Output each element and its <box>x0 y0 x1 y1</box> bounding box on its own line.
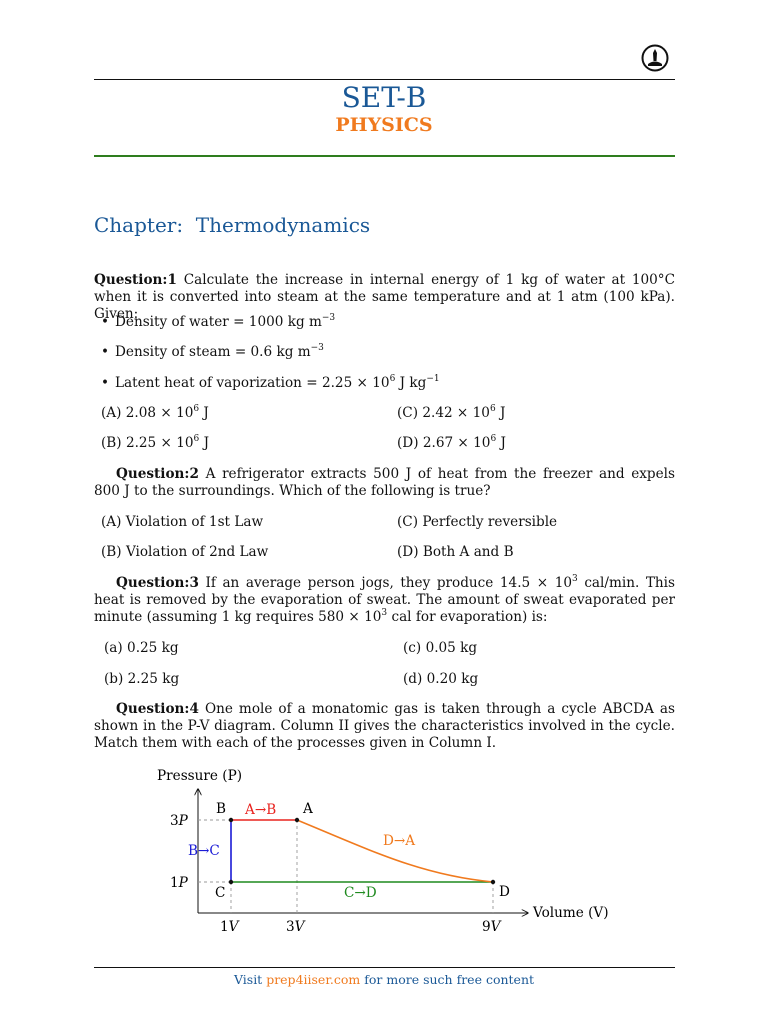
q1-option-a[interactable]: (A) $2.08 \times 10^6$ J <box>101 404 209 421</box>
x-tick-9v: 9V <box>482 919 501 935</box>
q3-option-b[interactable]: (b) 2.25 kg <box>104 671 180 687</box>
q2-option-a[interactable]: (A) Violation of 1st Law <box>101 514 264 530</box>
point-d-label: D <box>499 884 510 900</box>
q1-option-c[interactable]: (C) $2.42 \times 10^6$ J <box>397 404 506 421</box>
set-title: SET-B <box>341 81 427 114</box>
y-tick-3p: 3P <box>170 813 188 829</box>
question-2-label: Question:2 <box>116 466 199 482</box>
question-1-label: Question:1 <box>94 272 177 288</box>
chapter-title: Chapter: Thermodynamics <box>94 213 371 237</box>
process-bc-label: B→C <box>188 843 220 859</box>
q2-option-c[interactable]: (C) Perfectly reversible <box>397 514 558 530</box>
question-4-text: One mole of a monatomic gas is taken through a cycle ABCDA as shown in the P-V diagram. Column II gives the characteristics involved in the cycle. Match them with each of the processes given in Column I. <box>94 701 676 751</box>
footer-rule <box>94 967 675 968</box>
subject-title: PHYSICS <box>335 114 433 136</box>
point-c-label: C <box>215 885 226 901</box>
question-3: Question:3 If an average person jogs, they produce $14.5 \times 10^3$ cal/min. This heat is removed by the evaporation of sweat. The amount of sweat evaporated per minute (assuming 1 kg requires $580 \times 10^3$ cal for evaporation) is: <box>94 574 675 625</box>
question-4-label: Question:4 <box>116 701 199 717</box>
x-tick-1v: 1V <box>220 919 239 935</box>
process-da-label: D→A <box>383 833 416 849</box>
footer-text: Visit prep4iiser.com for more such free content <box>233 972 535 987</box>
q1-option-d[interactable]: (D) $2.67 \times 10^6$ J <box>397 434 506 451</box>
q2-option-b[interactable]: (B) Violation of 2nd Law <box>101 544 269 560</box>
process-da-curve <box>297 820 493 882</box>
question-1-text: Calculate the increase in internal energy of 1 kg of water at 100°C when it is converted into steam at the same temperature and at 1 atm (100 kPa). Given: <box>94 272 675 322</box>
q1-bullet-3: • Latent heat of vaporization = $2.25 \times 10^6$ J $kg^{-1}$ <box>115 375 440 391</box>
point-a-label: A <box>303 801 313 817</box>
process-ab-label: A→B <box>245 802 277 818</box>
x-tick-3v: 3V <box>286 919 305 935</box>
q3-option-a[interactable]: (a) 0.25 kg <box>104 640 179 656</box>
q2-option-d[interactable]: (D) Both A and B <box>397 544 514 560</box>
q3-option-d[interactable]: (d) 0.20 kg <box>403 671 479 687</box>
y-tick-1p: 1P <box>170 875 188 891</box>
question-3-label: Question:3 <box>116 575 199 591</box>
q3-option-c[interactable]: (c) 0.05 kg <box>403 640 478 656</box>
q1-bullet-2: • Density of steam = 0.6 kg $m^{-3}$ <box>115 344 324 360</box>
footer-link[interactable]: prep4iiser.com <box>266 972 361 987</box>
q1-option-b[interactable]: (B) $2.25 \times 10^6$ J <box>101 434 210 451</box>
q1-bullet-1: • Density of water = 1000 kg $m^{-3}$ <box>115 314 335 330</box>
process-cd-label: C→D <box>344 885 377 901</box>
point-b-label: B <box>216 801 226 817</box>
y-axis-label: Pressure (P) <box>157 768 243 784</box>
x-axis-label: Volume (V) <box>533 905 609 921</box>
question-2-text: A refrigerator extracts 500 J of heat from the freezer and expels 800 J to the surroundings. Which of the following is true? <box>94 466 675 499</box>
